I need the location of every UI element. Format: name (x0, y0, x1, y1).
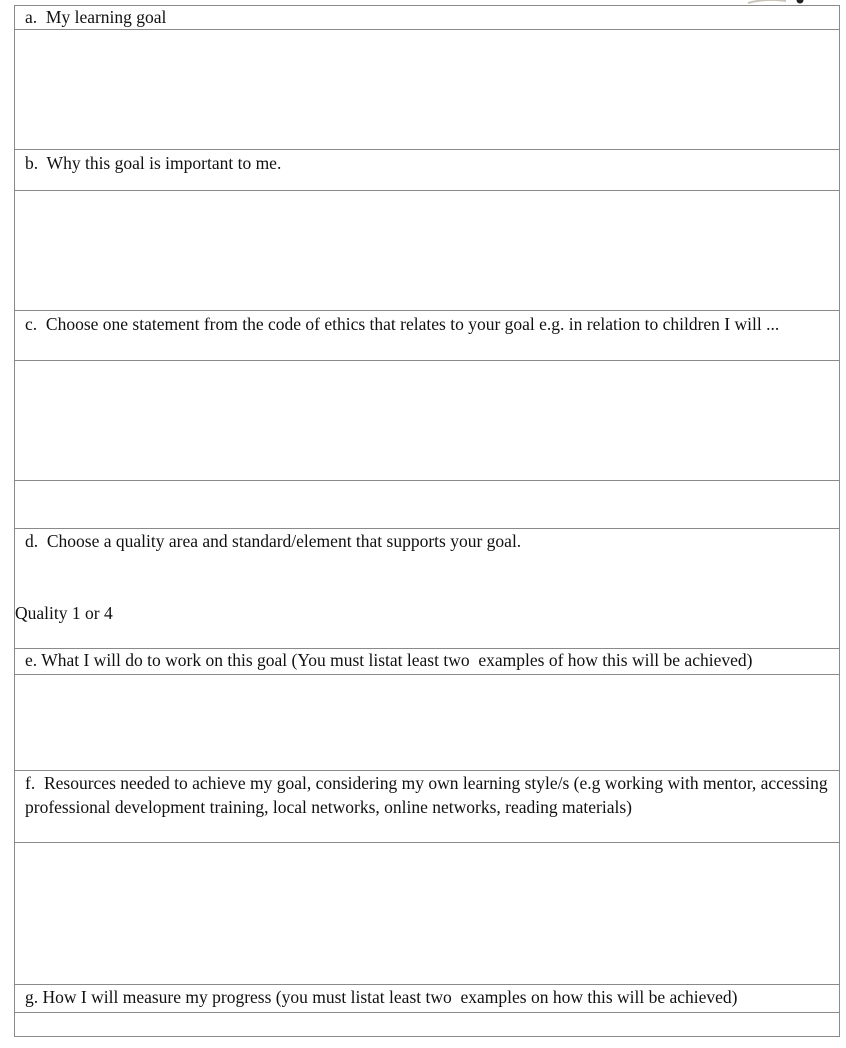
section-b-label: b. Why this goal is important to me. (14, 150, 840, 191)
section-f-label: f. Resources needed to achieve my goal, considering my own learning style/s (e.g working with mentor, accessing professional development training, local networks, online networks, reading materials) (14, 771, 840, 843)
section-e-answer[interactable] (14, 675, 840, 771)
section-d-label-line2: Quality 1 or 4 (15, 603, 113, 623)
section-c-label: c. Choose one statement from the code of ethics that relates to your goal e.g. in relation to children I will ... (14, 311, 840, 361)
section-g-answer[interactable] (14, 1013, 840, 1037)
section-b-answer[interactable] (14, 191, 840, 311)
section-a-answer[interactable] (14, 30, 840, 150)
section-a-label: a. My learning goal (14, 5, 840, 30)
learning-goal-form (14, 5, 840, 1037)
cropped-decoration-icon (746, 0, 806, 4)
section-f-answer[interactable] (14, 843, 840, 985)
section-d-label-line1: d. Choose a quality area and standard/element that supports your goal. (25, 531, 522, 551)
section-c-answer[interactable] (14, 361, 840, 481)
section-d-label (14, 481, 840, 623)
section-e-label: e. What I will do to work on this goal (You must listat least two examples of how this will be achieved) (14, 649, 840, 675)
section-g-label: g. How I will measure my progress (you must listat least two examples on how this will be achieved) (14, 985, 840, 1013)
